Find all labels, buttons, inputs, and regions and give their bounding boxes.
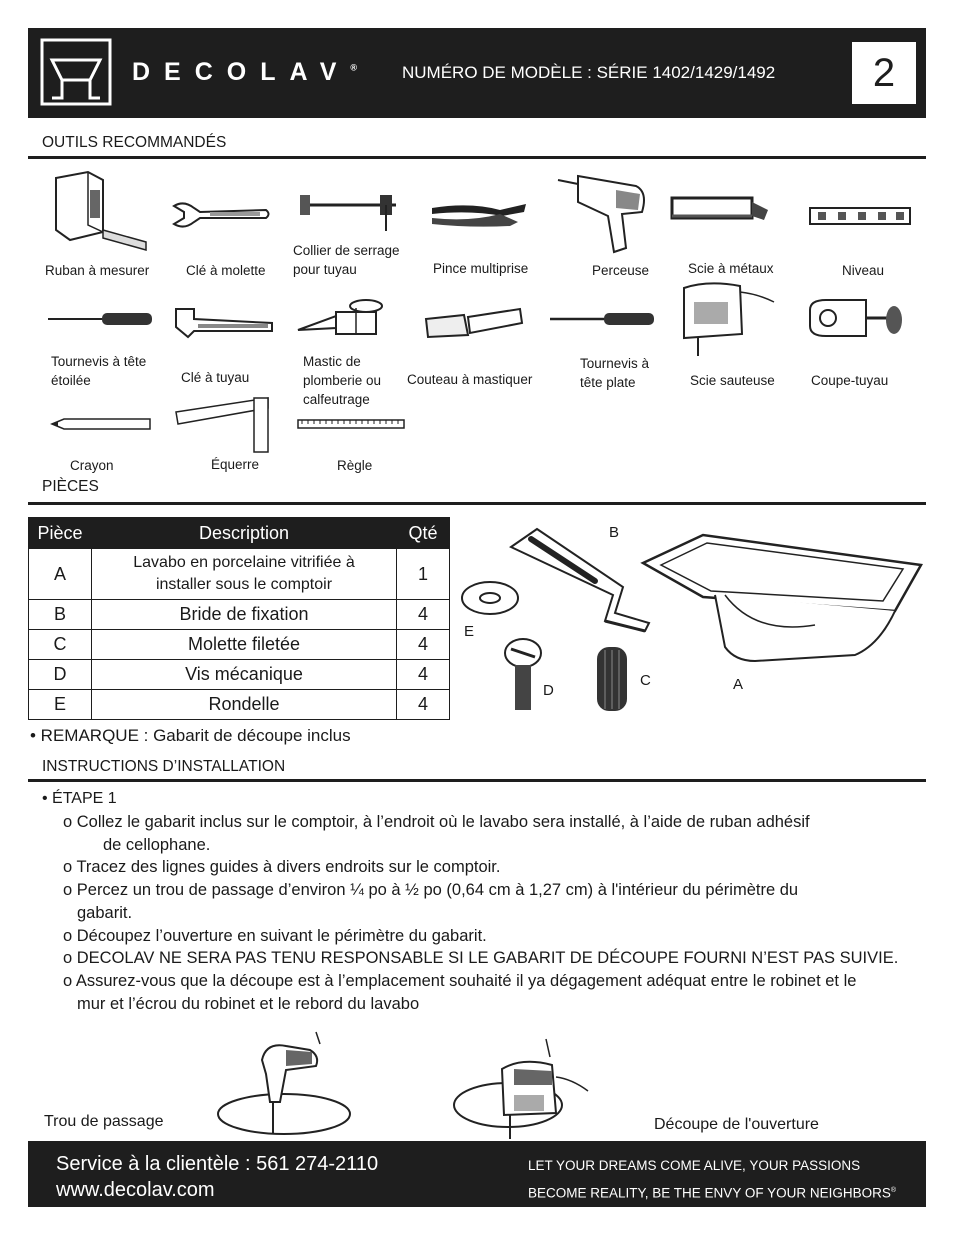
- table-row: [29, 690, 450, 720]
- slogan-line: BECOME REALITY, BE THE ENVY OF YOUR NEIGHBORS®: [528, 1185, 897, 1201]
- page-header: [28, 28, 926, 118]
- part-qty: 4: [397, 600, 450, 630]
- divider: [28, 156, 926, 159]
- caulk-gun-icon: [296, 298, 396, 343]
- instruction-item: [63, 947, 898, 970]
- part-description: Rondelle: [92, 690, 397, 720]
- tool-label: Tournevis à tête plate: [580, 356, 650, 390]
- machine-screw-icon: [505, 639, 541, 710]
- tool-label: Scie à métaux: [688, 261, 774, 276]
- square-icon: [172, 394, 272, 454]
- part-qty: 4: [397, 630, 450, 660]
- diagram-label-c: C: [640, 672, 651, 689]
- mounting-bracket-icon: [511, 529, 649, 631]
- instruction-item: [63, 970, 856, 1015]
- diagram-label-e: E: [464, 623, 475, 640]
- tool-label: Perceuse: [592, 263, 650, 278]
- jigsaw-cutting-illustration: [452, 1035, 592, 1141]
- illustration-caption: Trou de passage: [44, 1113, 164, 1130]
- instruction-line: o Collez le gabarit inclus sur le comptoir, à l’endroit où le lavabo sera installé, à l’aide de ruban adhésif: [63, 813, 810, 831]
- tool-label: Coupe-tuyau: [811, 373, 889, 388]
- part-letter: B: [29, 600, 92, 630]
- table-row: [29, 660, 450, 690]
- diagram-label-a: A: [733, 676, 744, 693]
- instruction-line: o Découpez l’ouverture en suivant le périmètre du gabarit.: [63, 927, 487, 945]
- part-description: Vis mécanique: [92, 660, 397, 690]
- parts-diagram: [455, 515, 925, 720]
- divider: [28, 779, 926, 782]
- instruction-line: o Assurez-vous que la découpe est à l’emplacement souhaité il ya dégagement adéquat entre le robinet et le: [63, 972, 857, 990]
- slogan: [528, 1153, 896, 1206]
- tool-label: Niveau: [842, 263, 885, 278]
- pipe-cutter-icon: [806, 296, 906, 346]
- part-qty: 4: [397, 660, 450, 690]
- tape-measure-icon: [48, 170, 153, 255]
- instruction-item: [63, 879, 798, 924]
- illustration-caption: Découpe de l'ouverture: [654, 1116, 819, 1133]
- service-phone: Service à la clientèle : 561 274-2110: [56, 1153, 379, 1175]
- tool-label: Ruban à mesurer: [45, 263, 150, 278]
- tool-label: Clé à tuyau: [181, 370, 250, 385]
- parts-section-title: PIÈCES: [42, 478, 99, 495]
- column-header: Qté: [397, 518, 450, 549]
- decolav-logo-icon: [40, 38, 112, 106]
- instruction-line: gabarit.: [77, 903, 133, 922]
- pipe-wrench-icon: [172, 305, 277, 340]
- part-description: Bride de fixation: [92, 600, 397, 630]
- instruction-item: [63, 925, 487, 948]
- part-letter: D: [29, 660, 92, 690]
- part-letter: C: [29, 630, 92, 660]
- tool-label: Équerre: [211, 457, 260, 472]
- table-row: [29, 630, 450, 660]
- part-qty: 1: [397, 549, 450, 600]
- table-row: [29, 549, 450, 600]
- diagram-label-d: D: [543, 682, 554, 699]
- tool-label: Pince multiprise: [433, 261, 529, 276]
- step-title: • ÉTAPE 1: [42, 790, 117, 807]
- instruction-item: [63, 856, 500, 879]
- part-description: Molette filetée: [92, 630, 397, 660]
- drill-icon: [556, 172, 651, 257]
- column-header: Description: [92, 518, 397, 549]
- part-letter: E: [29, 690, 92, 720]
- remark-note: • REMARQUE : Gabarit de découpe inclus: [30, 726, 351, 745]
- part-description: Lavabo en porcelaine vitrifiée à installer sous le comptoir: [92, 549, 397, 600]
- putty-knife-icon: [424, 305, 524, 340]
- instructions-section-title: INSTRUCTIONS D’INSTALLATION: [42, 758, 286, 775]
- diagram-label-b: B: [609, 524, 620, 541]
- column-header: Pièce: [29, 518, 92, 549]
- slogan-line: LET YOUR DREAMS COME ALIVE, YOUR PASSIONS: [528, 1158, 861, 1173]
- instruction-line: o DECOLAV NE SERA PAS TENU RESPONSABLE SI LE GABARIT DE DÉCOUPE FOURNI N’EST PAS SUIVIE.: [63, 949, 899, 967]
- table-header-row: [29, 518, 450, 549]
- tool-label: Scie sauteuse: [690, 373, 775, 388]
- brand-name: DECOLAV®: [132, 58, 358, 86]
- tool-label: Collier de serrage pour tuyau: [293, 243, 400, 277]
- pencil-icon: [50, 416, 152, 432]
- tool-label: Couteau à mastiquer: [407, 372, 533, 387]
- pipe-clamp-icon: [296, 185, 406, 235]
- instruction-line: o Tracez des lignes guides à divers endroits sur le comptoir.: [63, 858, 501, 876]
- page-number: 2: [852, 42, 916, 104]
- divider: [28, 502, 926, 505]
- page-footer: [28, 1141, 926, 1207]
- part-qty: 4: [397, 690, 450, 720]
- phillips-screwdriver-icon: [46, 308, 154, 330]
- instruction-line: de cellophane.: [103, 835, 211, 854]
- part-letter: A: [29, 549, 92, 600]
- pliers-icon: [430, 198, 530, 228]
- parts-table: [28, 517, 450, 720]
- tool-label: Règle: [337, 458, 373, 473]
- level-icon: [808, 205, 913, 227]
- tools-section-title: OUTILS RECOMMANDÉS: [42, 134, 227, 151]
- washer-icon: [462, 582, 518, 614]
- table-row: [29, 600, 450, 630]
- threaded-nut-icon: [597, 647, 627, 711]
- model-number: NUMÉRO DE MODÈLE : SÉRIE 1402/1429/1492: [402, 63, 776, 82]
- customer-service: [56, 1151, 378, 1203]
- tool-label: Crayon: [70, 458, 114, 473]
- instruction-item: [63, 811, 810, 856]
- drilling-illustration: [216, 1030, 356, 1138]
- adjustable-wrench-icon: [170, 200, 275, 230]
- instruction-line: mur et l’écrou du robinet et le rebord du lavabo: [77, 994, 420, 1013]
- jigsaw-icon: [678, 278, 778, 360]
- flat-screwdriver-icon: [548, 308, 656, 330]
- hacksaw-icon: [668, 192, 773, 227]
- instruction-line: o Percez un trou de passage d’environ ¼ po à ½ po (0,64 cm à 1,27 cm) à l'intérieur du périmètre du: [63, 881, 799, 899]
- sink-icon: [643, 535, 921, 661]
- website-link[interactable]: www.decolav.com: [56, 1179, 215, 1201]
- tool-label: Clé à molette: [186, 263, 266, 278]
- ruler-icon: [296, 418, 406, 430]
- tool-label: Tournevis à tête étoilée: [51, 354, 147, 388]
- tool-label: Mastic de plomberie ou calfeutrage: [303, 354, 382, 407]
